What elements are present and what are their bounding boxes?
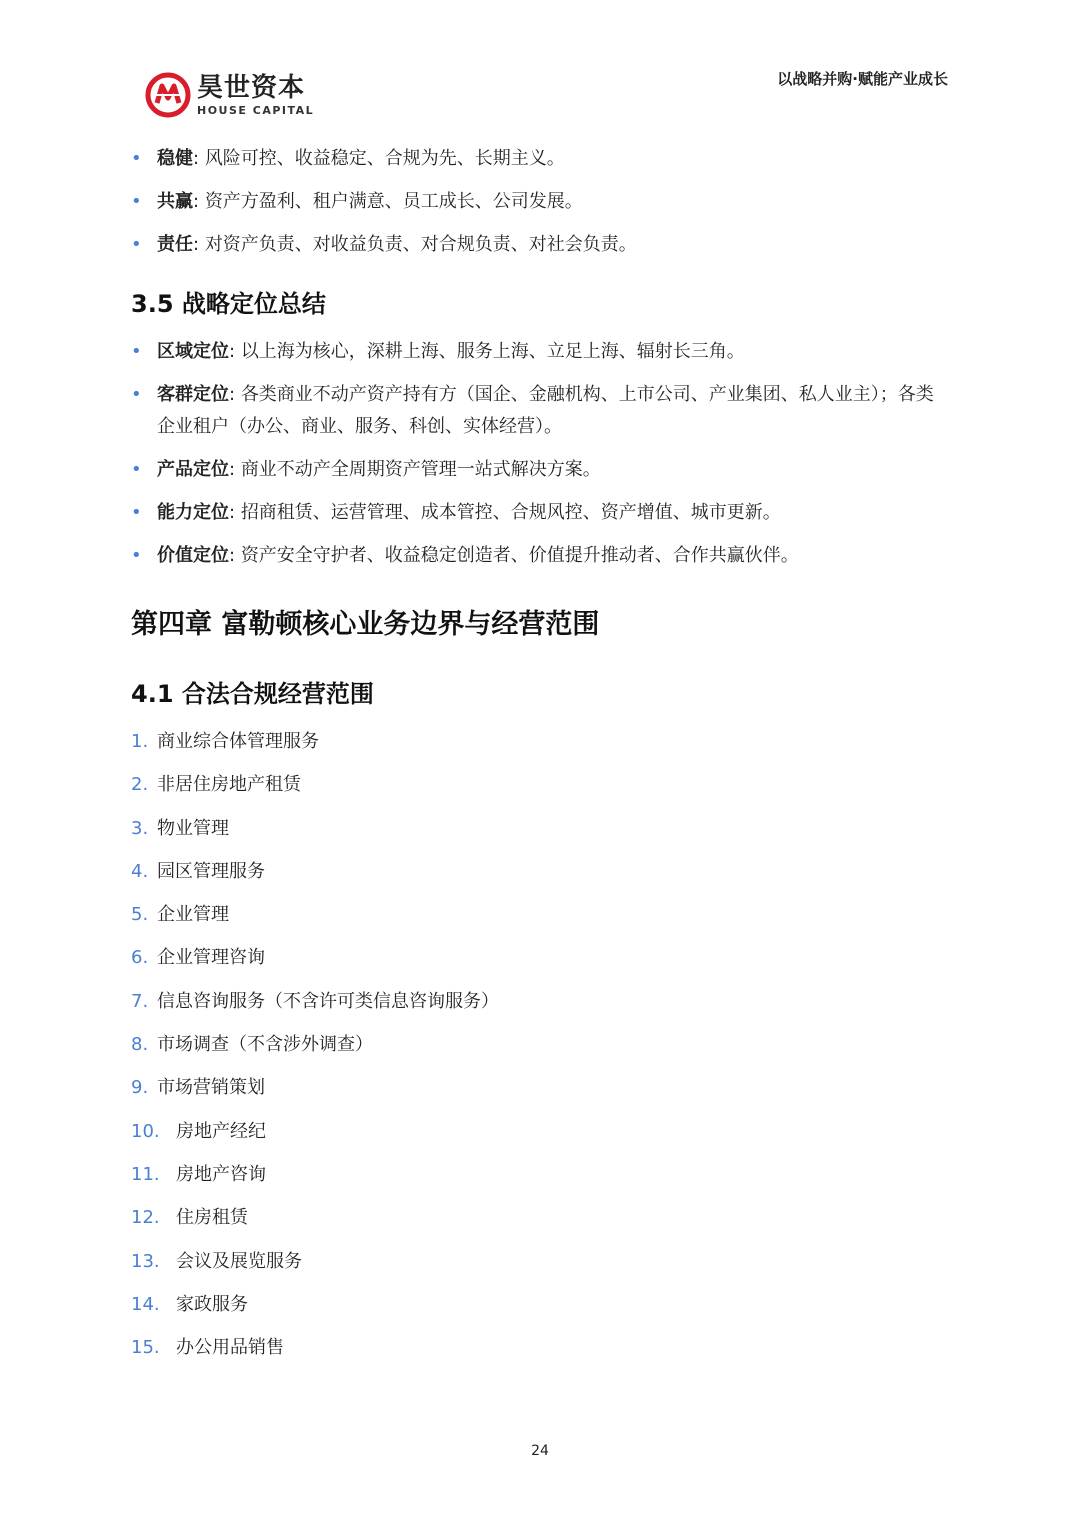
list-item — [131, 454, 951, 486]
list-item-text: 市场营销策划 — [157, 1077, 265, 1099]
list-item-term: 共赢 — [157, 191, 193, 212]
list-item-separator: : — [229, 341, 236, 362]
list-item-text: 风险可控、收益稳定、合规为先、长期主义。 — [204, 148, 565, 169]
chapter-heading-4: 第四章 富勒顿核心业务边界与经营范围 — [131, 609, 600, 640]
list-item-separator: : — [193, 148, 200, 169]
list-item-number: 1. — [131, 731, 149, 752]
list-item-text: 信息咨询服务（不含许可类信息咨询服务） — [157, 990, 499, 1012]
list-item-separator: : — [193, 234, 200, 255]
list-item-term: 稳健 — [157, 148, 193, 169]
list-item-text: 对资产负责、对收益负责、对合规负责、对社会负责。 — [204, 234, 637, 255]
list-item-number: 10. — [131, 1120, 160, 1142]
list-item-text: 资产安全守护者、收益稳定创造者、价值提升推动者、合作共赢伙伴。 — [240, 545, 799, 566]
list-item-text: 物业管理 — [157, 817, 229, 839]
page-number: 24 — [531, 1443, 549, 1459]
list-item-text: 办公用品销售 — [176, 1337, 284, 1359]
logo-english-name: HOUSE CAPITAL — [197, 103, 315, 117]
list-item — [131, 813, 951, 845]
list-item — [131, 143, 951, 175]
list-item-term: 责任 — [157, 234, 193, 255]
strategy-positioning-list — [131, 336, 951, 572]
house-capital-logo-icon — [145, 72, 191, 118]
list-item-number: 2. — [131, 774, 149, 796]
list-item — [131, 497, 951, 529]
list-item — [131, 186, 951, 218]
list-item-text: 住房租赁 — [176, 1207, 248, 1229]
list-item-term: 产品定位 — [157, 459, 229, 480]
list-item-number: 13. — [131, 1250, 160, 1272]
list-item — [131, 1202, 951, 1234]
list-item-number: 4. — [131, 860, 149, 882]
list-item — [131, 1159, 951, 1191]
list-item — [131, 1029, 951, 1061]
values-list — [131, 143, 951, 261]
list-item-number: 12. — [131, 1207, 160, 1229]
business-scope-list — [131, 726, 951, 1364]
list-item-number: 8. — [131, 1034, 149, 1056]
bullet-icon: • — [131, 191, 142, 212]
list-item-separator: : — [193, 191, 200, 212]
list-item — [131, 540, 951, 572]
list-item-separator: : — [229, 545, 236, 566]
logo-chinese-name: 昊世资本 — [197, 72, 306, 103]
list-item — [131, 1289, 951, 1321]
section-heading-3-5: 3.5 战略定位总结 — [131, 290, 326, 318]
list-item-number: 6. — [131, 947, 149, 969]
document-content — [131, 140, 951, 1375]
list-item — [131, 1246, 951, 1278]
bullet-icon: • — [131, 148, 142, 169]
logo-text — [197, 72, 315, 117]
list-item — [131, 986, 951, 1018]
list-item-term: 客群定位 — [157, 384, 229, 405]
list-item-separator: : — [229, 459, 236, 480]
section-heading-4-1: 4.1 合法合规经营范围 — [131, 680, 374, 708]
bullet-icon: • — [131, 545, 142, 566]
bullet-icon: • — [131, 234, 142, 255]
list-item — [131, 856, 951, 888]
bullet-icon: • — [131, 341, 142, 362]
list-item-separator: : — [229, 502, 236, 523]
list-item-term: 区域定位 — [157, 341, 229, 362]
list-item — [131, 1072, 951, 1104]
list-item — [131, 1116, 951, 1148]
company-logo — [145, 72, 314, 118]
list-item-text: 市场调查（不含涉外调查） — [157, 1034, 373, 1056]
list-item-number: 7. — [131, 990, 149, 1012]
header-slogan: 以战略并购·赋能产业成长 — [777, 70, 948, 88]
list-item-text: 企业管理 — [157, 904, 229, 926]
list-item-text: 以上海为核心，深耕上海、服务上海、立足上海、辐射长三角。 — [240, 341, 745, 362]
list-item-text: 资产方盈利、租户满意、员工成长、公司发展。 — [204, 191, 583, 212]
list-item-number: 15. — [131, 1337, 160, 1359]
list-item-number: 5. — [131, 904, 149, 926]
list-item — [131, 379, 951, 443]
list-item-text: 非居住房地产租赁 — [157, 774, 301, 796]
list-item-text: 会议及展览服务 — [176, 1250, 302, 1272]
list-item-text: 商业综合体管理服务 — [157, 731, 319, 752]
list-item-text: 园区管理服务 — [157, 860, 265, 882]
list-item-number: 11. — [131, 1163, 160, 1185]
bullet-icon: • — [131, 502, 142, 523]
list-item-number: 3. — [131, 817, 149, 839]
list-item-text: 招商租赁、运营管理、成本管控、合规风控、资产增值、城市更新。 — [240, 502, 781, 523]
list-item — [131, 769, 951, 801]
list-item-text: 房地产经纪 — [176, 1120, 266, 1142]
list-item — [131, 336, 951, 368]
list-item — [131, 726, 951, 758]
list-item — [131, 1332, 951, 1364]
list-item-term: 价值定位 — [157, 545, 229, 566]
list-item-text: 家政服务 — [176, 1293, 248, 1315]
list-item — [131, 899, 951, 931]
list-item-term: 能力定位 — [157, 502, 229, 523]
list-item-text: 企业管理咨询 — [157, 947, 265, 969]
bullet-icon: • — [131, 384, 142, 405]
bullet-icon: • — [131, 459, 142, 480]
list-item — [131, 229, 951, 261]
page-header — [0, 0, 1080, 130]
list-item-text: 商业不动产全周期资产管理一站式解决方案。 — [240, 459, 601, 480]
list-item-separator: : — [229, 384, 236, 405]
list-item — [131, 942, 951, 974]
list-item-text: 各类商业不动产资产持有方（国企、金融机构、上市公司、产业集团、私人业主）；各类企业租户（办公、商业、服务、科创、实体经营）。 — [157, 384, 934, 437]
list-item-text: 房地产咨询 — [176, 1163, 266, 1185]
list-item-number: 14. — [131, 1293, 160, 1315]
list-item-number: 9. — [131, 1077, 149, 1099]
